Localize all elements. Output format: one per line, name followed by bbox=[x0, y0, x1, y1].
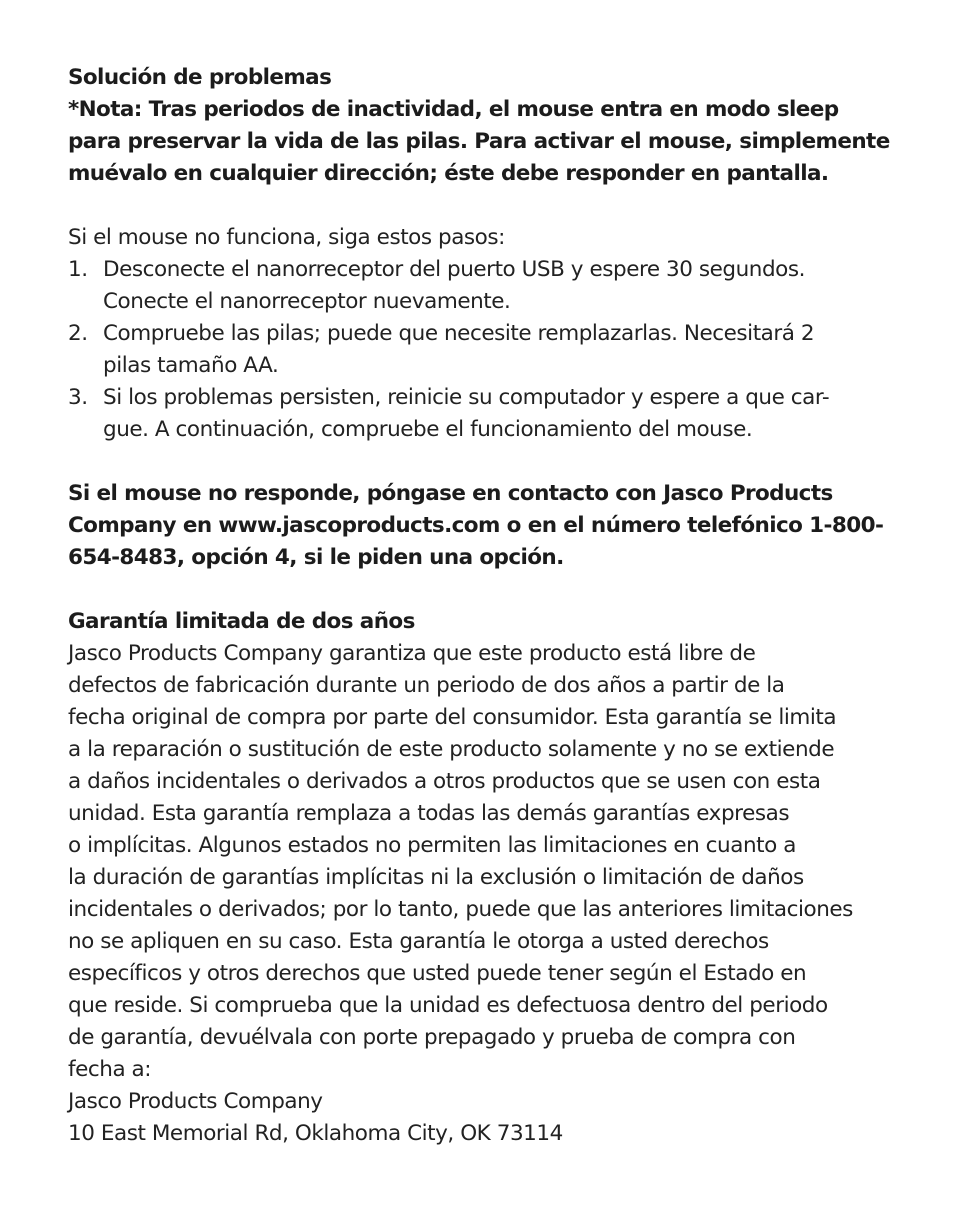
warranty-line: de garantía, devuélvala con porte prepagado y prueba de compra con bbox=[68, 1025, 796, 1050]
warranty-line: que reside. Si comprueba que la unidad es defectuosa dentro del periodo bbox=[68, 993, 828, 1018]
warranty-line: Jasco Products Company garantiza que este producto está libre de bbox=[68, 641, 756, 666]
step-line: gue. A continuación, compruebe el funcionamiento del mouse. bbox=[103, 417, 753, 442]
troubleshooting-heading: Solución de problemas bbox=[68, 65, 332, 90]
warranty-line: no se apliquen en su caso. Esta garantía le otorga a usted derechos bbox=[68, 929, 769, 954]
steps-intro: Si el mouse no funciona, siga estos pasos: bbox=[68, 225, 505, 250]
warranty-body bbox=[68, 638, 898, 1086]
warranty-line: fecha original de compra por parte del consumidor. Esta garantía se limita bbox=[68, 705, 837, 730]
warranty-line: unidad. Esta garantía remplaza a todas las demás garantías expresas bbox=[68, 801, 790, 826]
note-line: para preservar la vida de las pilas. Para activar el mouse, simplemente bbox=[68, 129, 890, 154]
warranty-line: a la reparación o sustitución de este producto solamente y no se extiende bbox=[68, 737, 835, 762]
step-item bbox=[68, 382, 898, 446]
contact-info bbox=[68, 478, 898, 574]
step-line: Si los problemas persisten, reinicie su computador y espere a que car- bbox=[103, 385, 830, 410]
warranty-section bbox=[68, 606, 898, 1150]
warranty-line: o implícitas. Algunos estados no permiten las limitaciones en cuanto a bbox=[68, 833, 796, 858]
manual-page bbox=[68, 62, 898, 1150]
paragraph-spacer bbox=[68, 574, 898, 606]
step-item bbox=[68, 318, 898, 382]
sleep-mode-note bbox=[68, 94, 898, 190]
warranty-line: la duración de garantías implícitas ni la exclusión o limitación de daños bbox=[68, 865, 804, 890]
step-number: 1. bbox=[68, 257, 88, 282]
note-line: muévalo en cualquier dirección; éste debe responder en pantalla. bbox=[68, 161, 829, 186]
warranty-line: defectos de fabricación durante un periodo de dos años a partir de la bbox=[68, 673, 785, 698]
step-number: 3. bbox=[68, 385, 88, 410]
step-line: Conecte el nanorreceptor nuevamente. bbox=[103, 289, 511, 314]
troubleshooting-section bbox=[68, 62, 898, 574]
step-line: pilas tamaño AA. bbox=[103, 353, 279, 378]
note-line: *Nota: Tras periodos de inactividad, el mouse entra en modo sleep bbox=[68, 97, 839, 122]
step-number: 2. bbox=[68, 321, 88, 346]
paragraph-spacer bbox=[68, 190, 898, 222]
paragraph-spacer bbox=[68, 446, 898, 478]
step-line: Compruebe las pilas; puede que necesite remplazarlas. Necesitará 2 bbox=[103, 321, 815, 346]
warranty-line: incidentales o derivados; por lo tanto, puede que las anteriores limitaciones bbox=[68, 897, 853, 922]
warranty-line: específicos y otros derechos que usted puede tener según el Estado en bbox=[68, 961, 807, 986]
step-line: Desconecte el nanorreceptor del puerto USB y espere 30 segundos. bbox=[103, 257, 806, 282]
step-item bbox=[68, 254, 898, 318]
warranty-line: a daños incidentales o derivados a otros productos que se usen con esta bbox=[68, 769, 821, 794]
contact-line: Si el mouse no responde, póngase en contacto con Jasco Products bbox=[68, 481, 833, 506]
troubleshooting-steps bbox=[68, 254, 898, 446]
street-address: 10 East Memorial Rd, Oklahoma City, OK 73114 bbox=[68, 1121, 563, 1146]
warranty-heading: Garantía limitada de dos años bbox=[68, 609, 415, 634]
company-name: Jasco Products Company bbox=[68, 1089, 323, 1114]
contact-line: 654-8483, opción 4, si le piden una opción. bbox=[68, 545, 564, 570]
warranty-line: fecha a: bbox=[68, 1057, 152, 1082]
contact-line: Company en www.jascoproducts.com o en el número telefónico 1-800- bbox=[68, 513, 884, 538]
company-address bbox=[68, 1086, 898, 1150]
